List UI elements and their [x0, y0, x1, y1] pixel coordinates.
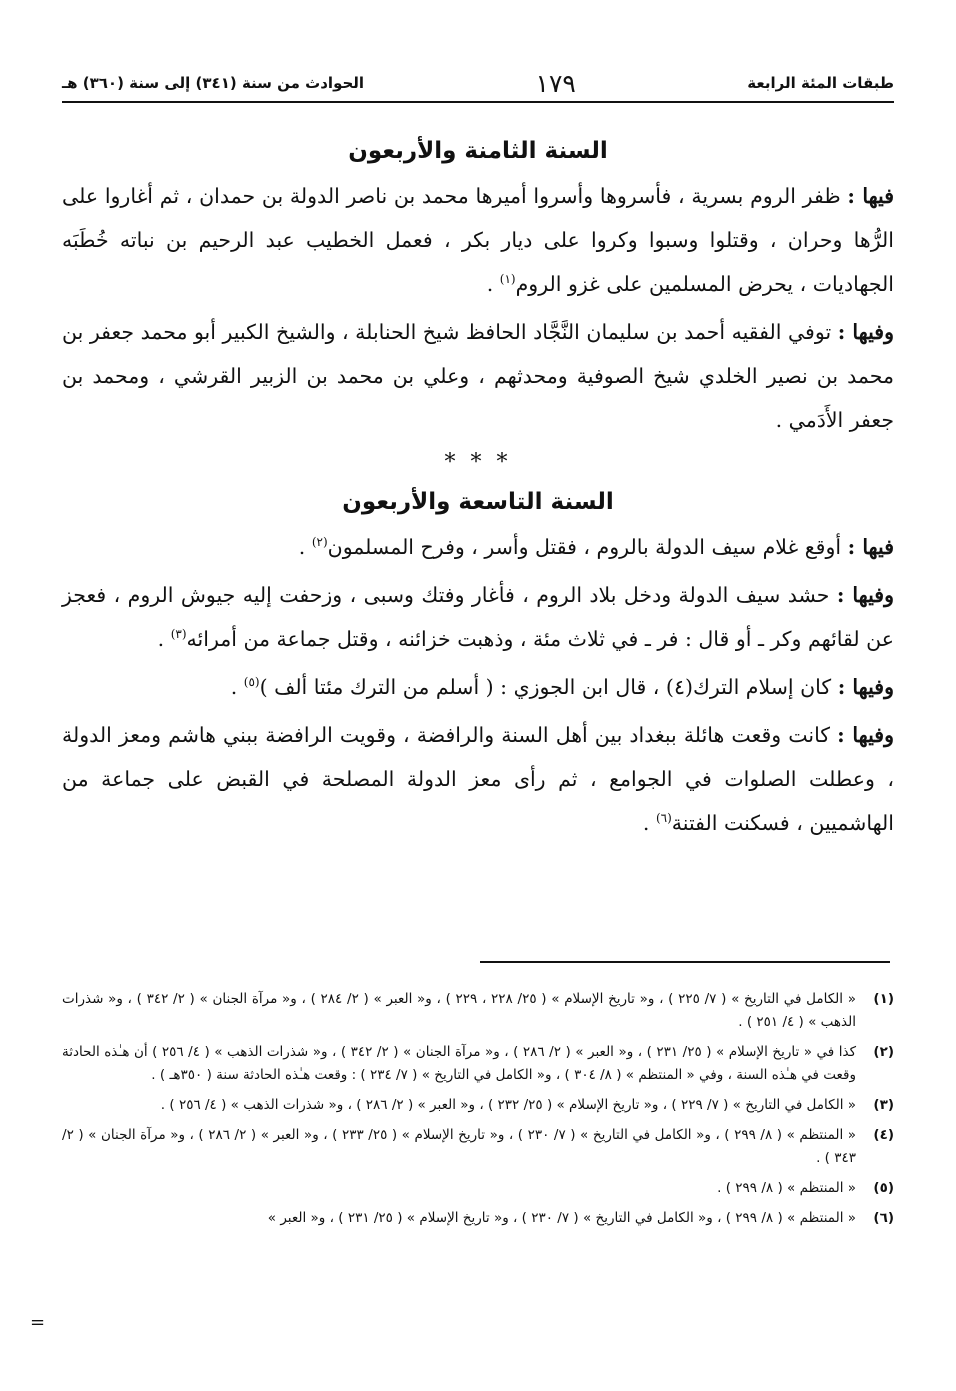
header-chapter-title: الحوادث من سنة (٣٤١) إلى سنة (٣٦٠) هـ: [62, 74, 365, 92]
paragraph-lead: فيها :: [847, 184, 894, 208]
section-title-48: السنة الثامنة والأربعون: [348, 138, 608, 164]
footnote: [62, 1177, 894, 1200]
continuation-mark: =: [30, 1312, 46, 1333]
footnotes: [62, 988, 894, 1237]
footnote: [62, 1094, 894, 1117]
footnote-text: « المنتظم » ( ٨/ ٢٩٩ ) ، و« الكامل في التاريخ » ( ٧/ ٢٣٠ ) ، و« تاريخ الإسلام » ( ٢٥/ ٢٣١ ) ، و« العبر »: [267, 1210, 856, 1226]
paragraph-end: .: [298, 535, 312, 559]
footnote-number: (٦): [873, 1210, 894, 1226]
footnote: [62, 988, 894, 1034]
footnote-ref[interactable]: (٣): [170, 627, 187, 642]
paragraph-text: أوقع غلام سيف الدولة بالروم ، فقتل وأسر ، وفرح المسلمون: [327, 535, 848, 559]
footnote-number: (٣): [873, 1097, 894, 1113]
paragraph: [62, 713, 894, 845]
main-text: [62, 138, 894, 849]
section-title-49: السنة التاسعة والأربعون: [342, 489, 614, 515]
paragraph-text: توفي الفقيه أحمد بن سليمان النَّجَّاد الحافظ شيخ الحنابلة ، والشيخ الكبير أبو محمد جعفر بن محمد بن نصير الخلدي شيخ الصوفية ومحدثهم ، وعلي بن محمد بن الزبير القرشي ، ومحمد بن جعفر الأَدَمي .: [62, 320, 894, 432]
paragraph-lead: وفيها :: [837, 320, 894, 344]
footnote: [62, 1124, 894, 1170]
paragraph-text: حشد سيف الدولة ودخل بلاد الروم ، فأغار وفتك وسبى ، وزحفت إليه جيوش الروم ، فعجز عن لقائهم وكر ـ أو قال : فر ـ في ثلاث مئة ، وذهبت خزائنه ، وقتل جماعة من أمرائه: [62, 583, 894, 651]
paragraph-text: ظفر الروم بسرية ، فأسروها وأسروا أميرها محمد بن ناصر الدولة بن حمدان ، ثم أغاروا على الرُّها وحران ، وقتلوا وسبوا وكروا على ديار بكر ، فعمل الخطيب عبد الرحيم بن نباته خُطَبَه الجهاديات ، يحرض المسلمين على غزو الروم: [62, 184, 894, 296]
paragraph: [62, 573, 894, 661]
footnote-text: « المنتظم » ( ٨/ ٢٩٩ ) ، و« الكامل في التاريخ » ( ٧/ ٢٣٠ ) ، و« تاريخ الإسلام » ( ٢٥/ ٢٣٣ ) ، و« العبر » ( ٢/ ٢٨٦ ) ، و« مرآة الجنان » ( ٢/ ٣٤٣ ) .: [62, 1127, 857, 1166]
footnote-text: « المنتظم » ( ٨/ ٢٩٩ ) .: [717, 1180, 856, 1196]
paragraph: [62, 665, 894, 709]
paragraph: [62, 174, 894, 306]
footnote-number: (٥): [873, 1180, 894, 1196]
paragraph-lead: وفيها :: [837, 723, 894, 747]
footnote-ref[interactable]: (٦): [655, 811, 672, 826]
header-rule: [62, 101, 894, 103]
paragraph-end: .: [642, 811, 656, 835]
footnote-ref[interactable]: (١): [499, 272, 516, 287]
paragraph-end: .: [230, 675, 244, 699]
footnote: [62, 1207, 894, 1230]
section-divider: * * *: [444, 450, 512, 475]
paragraph: [62, 310, 894, 442]
paragraph-end: .: [157, 627, 171, 651]
paragraph-lead: وفيها :: [837, 675, 894, 699]
paragraph: [62, 525, 894, 569]
footnote-text: كذا في « تاريخ الإسلام » ( ٢٥/ ٢٣١ ) ، و« العبر » ( ٢/ ٢٨٦ ) ، و« مرآة الجنان » ( ٢/ ٣٤٢ ) ، و« شذرات الذهب » ( ٤/ ٢٥٦ ) أن هـٰذه الحادثة وقعت في هـٰذه السنة ، وفي « المنتظم » ( ٨/ ٣٠٤ ) ، و« الكامل في التاريخ » ( ٧/ ٢٣٤ ) : وقعت هـٰذه الحادثة سنة ( ٣٥٠هـ ) .: [62, 1044, 857, 1083]
header-book-title: طبقات المئة الرابعة: [747, 74, 894, 92]
page-number: ١٧٩: [535, 68, 576, 98]
paragraph-lead: فيها :: [847, 535, 894, 559]
paragraph-end: .: [486, 272, 500, 296]
running-header: [62, 66, 894, 100]
footnote-ref[interactable]: (٢): [311, 535, 328, 550]
paragraph-text: كان إسلام الترك(٤) ، قال ابن الجوزي : ( أسلم من الترك مئتا ألف ): [259, 675, 838, 699]
footnote-ref[interactable]: (٥): [243, 675, 260, 690]
footnote-number: (١): [873, 991, 894, 1007]
footnote-text: « الكامل في التاريخ » ( ٧/ ٢٢٩ ) ، و« تاريخ الإسلام » ( ٢٥/ ٢٣٢ ) ، و« العبر » ( ٢/ ٢٨٦ ) ، و« شذرات الذهب » ( ٤/ ٢٥٦ ) .: [160, 1097, 856, 1113]
footnote: [62, 1041, 894, 1087]
paragraph-text: كانت وقعت هائلة ببغداد بين أهل السنة والرافضة ، وقويت الرافضة ببني هاشم ومعز الدولة ، وعطلت الصلوات في الجوامع ، ثم رأى معز الدولة المصلحة في القبض على جماعة من الهاشميين ، فسكنت الفتنة: [62, 723, 894, 835]
footnote-text: « الكامل في التاريخ » ( ٧/ ٢٢٥ ) ، و« تاريخ الإسلام » ( ٢٥/ ٢٢٨ ، ٢٢٩ ) ، و« العبر » ( ٢/ ٢٨٤ ) ، و« مرآة الجنان » ( ٢/ ٣٤٢ ) ، و« شذرات الذهب » ( ٤/ ٢٥١ ) .: [62, 991, 857, 1030]
paragraph-lead: وفيها :: [836, 583, 894, 607]
footnote-rule: [480, 961, 890, 963]
footnote-number: (٤): [873, 1127, 894, 1143]
footnote-number: (٢): [873, 1044, 894, 1060]
